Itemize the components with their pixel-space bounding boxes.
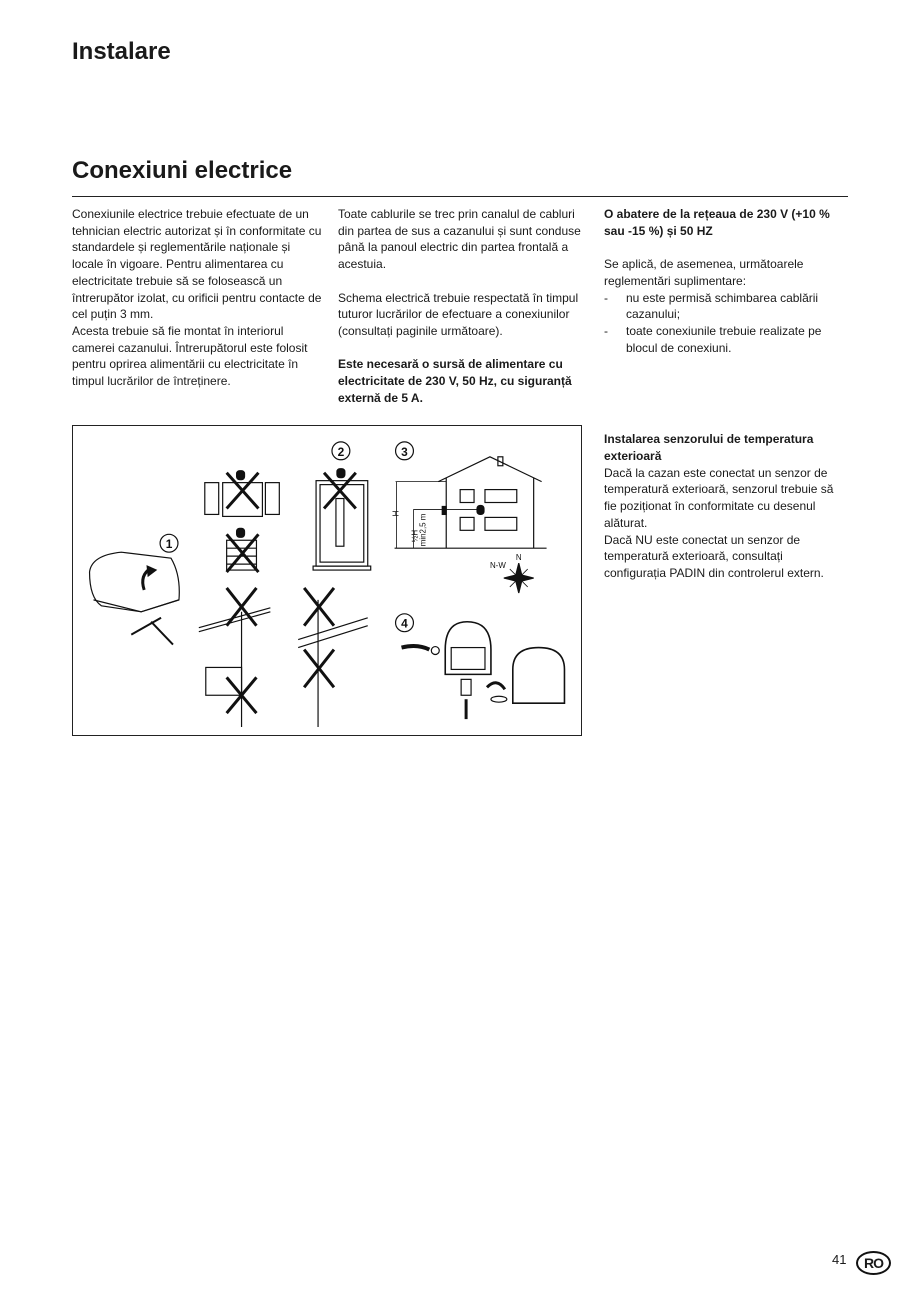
paragraph: Toate cablurile se trec prin canalul de cabluri din partea de sus a cazanului și sunt conduse până la panoul electric din partea frontală a acestuia. <box>338 207 581 272</box>
svg-text:1: 1 <box>165 537 173 552</box>
svg-text:N: N <box>515 553 522 563</box>
compass-icon <box>490 553 534 593</box>
svg-text:N-W: N-W <box>489 561 506 571</box>
house-diagram <box>392 442 547 548</box>
paragraph: Se aplică, de asemenea, următoarele reglementări suplimentare: <box>604 257 804 288</box>
sensor-heading: Instalarea senzorului de temperatura exterioară <box>604 432 814 464</box>
door-wrong-position <box>313 442 371 570</box>
column-2 <box>338 206 583 406</box>
step-1-sensor-cover-removal <box>90 534 180 644</box>
list-item: - nu este permisă schimbarea cablării cazanului; <box>604 290 819 322</box>
svg-text:2: 2 <box>337 444 345 459</box>
window-wrong-position <box>205 471 280 572</box>
svg-text:3: 3 <box>401 444 408 459</box>
power-requirement: Este necesară o sursă de alimentare cu electricitate de 230 V, 50 Hz, cu siguranță externă de 5 A. <box>338 357 572 405</box>
column-3 <box>604 206 844 582</box>
section-divider <box>72 196 848 197</box>
sensor-installation-figure <box>72 425 582 736</box>
svg-text:min2,5 m: min2,5 m <box>418 513 428 547</box>
svg-text:½H: ½H <box>410 529 420 543</box>
voltage-tolerance-heading: O abatere de la rețeaua de 230 V (+10 % sau -15 %) și 50 HZ <box>604 207 830 238</box>
eaves-wrong-position <box>199 588 368 727</box>
svg-text:4: 4 <box>401 616 408 631</box>
language-badge: RO <box>856 1251 891 1275</box>
paragraph: Dacă NU este conectat un senzor de temperatură exterioară, consultați configurația PADIN din controlerul extern. <box>604 532 824 580</box>
paragraph: Conexiunile electrice trebuie efectuate de un tehnician electric autorizat și în conformitate cu standardele și reglementările naționale și locale în vigoare. Pentru alimentarea cu electricitate trebuie să se folosească un întrerupător izolat, cu orificii pentru contacte de cel puțin 3 mm. <box>72 207 322 322</box>
column-1 <box>72 206 322 390</box>
paragraph: Dacă la cazan este conectat un senzor de temperatură exterioară, senzorul trebuie să fie poziționat în conformitate cu desenul alăturat. <box>604 465 834 530</box>
list-item: - toate conexiunile trebuie realizate pe blocul de conexiuni. <box>604 323 822 355</box>
section-title: Conexiuni electrice <box>72 157 293 184</box>
step-4-sensor-mounting <box>396 614 565 719</box>
paragraph: Schema electrică trebuie respectată în timpul tuturor lucrărilor de efectuare a conexiunilor (consultați paginile următoare). <box>338 290 579 338</box>
svg-text:H: H <box>391 510 401 517</box>
paragraph: Acesta trebuie să fie montat în interiorul camerei cazanului. Întrerupătorul este folosit pentru oprirea alimentării cu electricitate în timpul lucrărilor de întreținere. <box>72 323 308 389</box>
page-header-title: Instalare <box>72 38 171 65</box>
page-number: 41 <box>832 1252 847 1267</box>
